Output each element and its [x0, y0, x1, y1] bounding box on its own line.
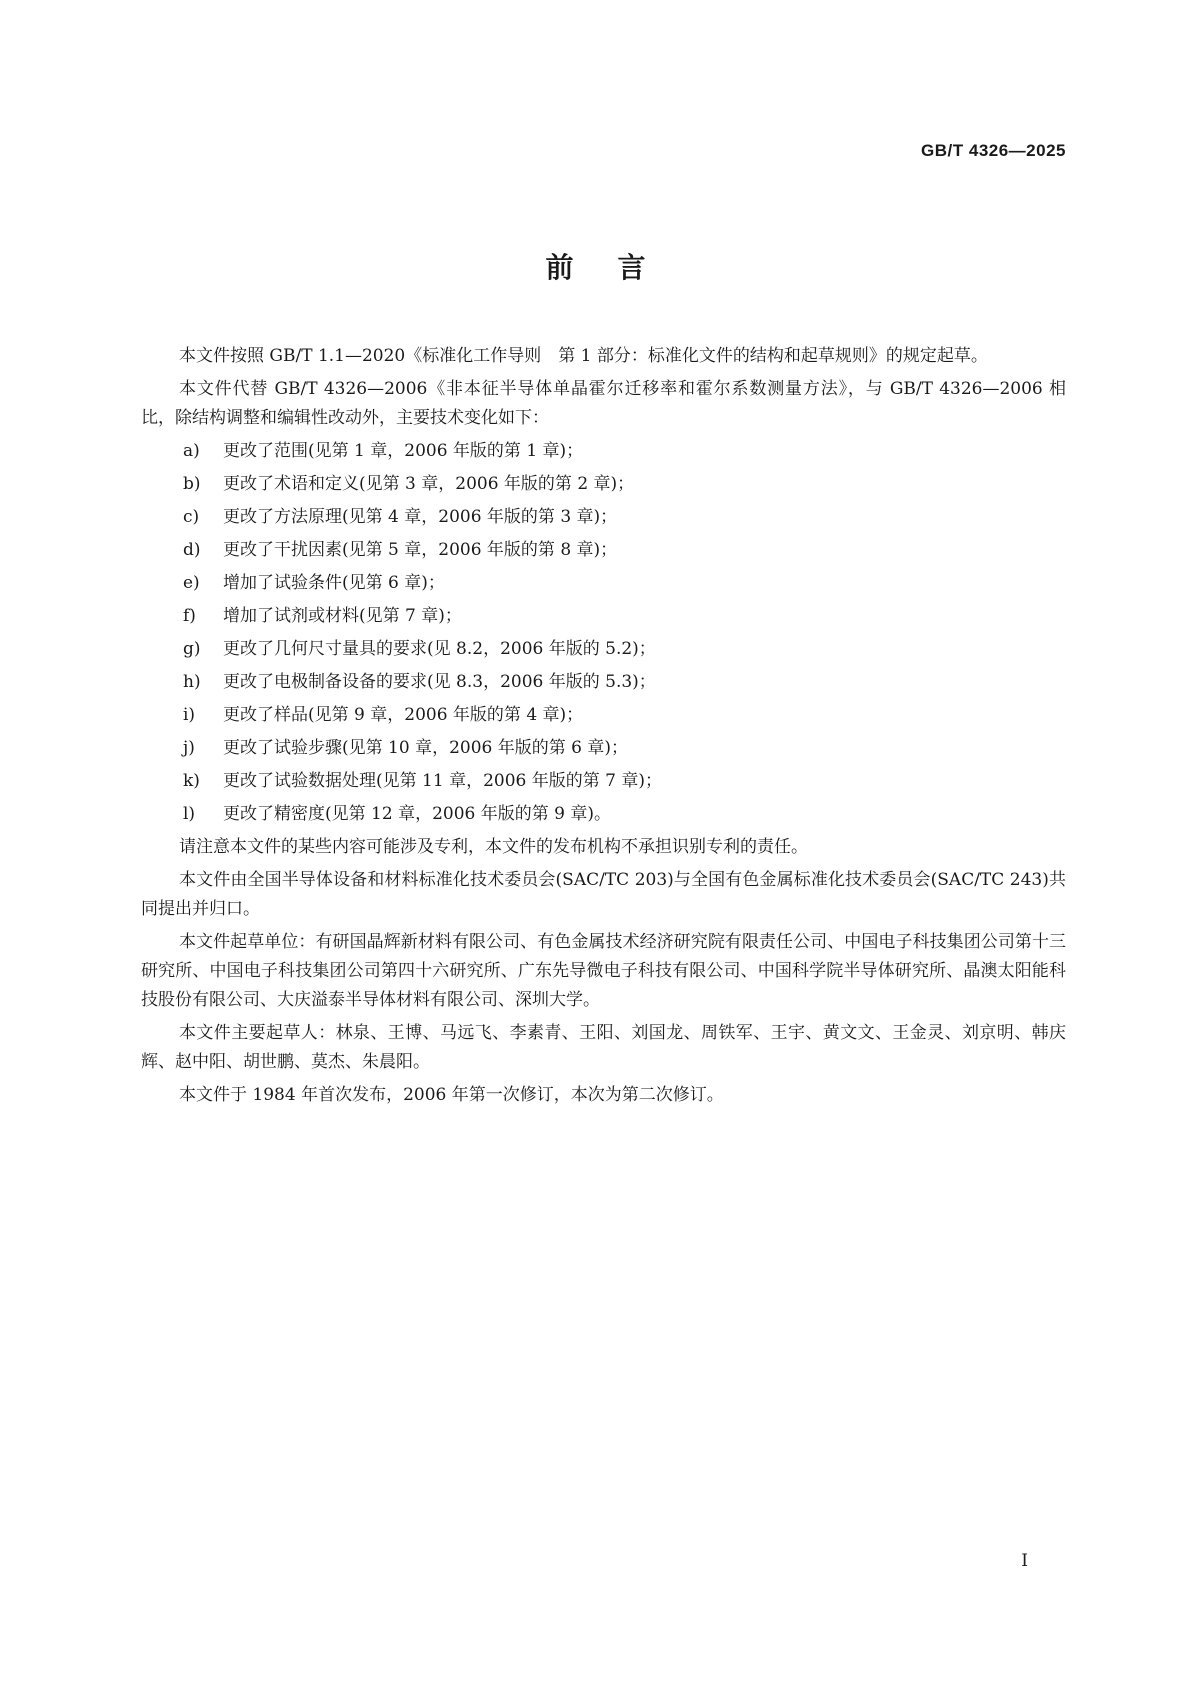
paragraph: 本文件主要起草人：林泉、王博、马远飞、李素青、王阳、刘国龙、周铁军、王宇、黄文文、王金灵、刘京明、韩庆辉、赵中阳、胡世鹏、莫杰、朱晨阳。 [141, 1023, 1066, 1072]
list-item-label: h) [183, 672, 201, 692]
list-item [141, 536, 1066, 565]
paragraph: 请注意本文件的某些内容可能涉及专利，本文件的发布机构不承担识别专利的责任。 [179, 837, 808, 857]
paragraph: 本文件按照 GB/T 1.1—2020《标准化工作导则 第 1 部分：标准化文件的结构和起草规则》的规定起草。 [179, 346, 988, 366]
foreword-body [141, 342, 1066, 1114]
list-item [141, 437, 1066, 466]
list-item-text: 更改了范围(见第 1 章，2006 年版的第 1 章)； [223, 441, 584, 461]
list-item [141, 602, 1066, 631]
list-item [141, 635, 1066, 664]
list-item-label: g) [183, 639, 201, 659]
list-item [141, 503, 1066, 532]
list-item-label: i) [183, 705, 196, 725]
page-number: I [1021, 1551, 1028, 1571]
list-item-text: 更改了样品(见第 9 章，2006 年版的第 4 章)； [223, 705, 584, 725]
list-item-label: k) [183, 771, 200, 791]
list-item-text: 更改了电极制备设备的要求(见 8.3，2006 年版的 5.3)； [223, 672, 656, 692]
list-item [141, 470, 1066, 499]
paragraph: 本文件代替 GB/T 4326—2006《非本征半导体单晶霍尔迁移率和霍尔系数测量方法》，与 GB/T 4326—2006 相比，除结构调整和编辑性改动外，主要技术变化如下： [141, 379, 1066, 428]
paragraph: 本文件由全国半导体设备和材料标准化技术委员会(SAC/TC 203)与全国有色金属标准化技术委员会(SAC/TC 243)共同提出并归口。 [141, 870, 1066, 919]
list-item [141, 668, 1066, 697]
list-item-text: 更改了术语和定义(见第 3 章，2006 年版的第 2 章)； [223, 474, 635, 494]
list-item-text: 更改了方法原理(见第 4 章，2006 年版的第 3 章)； [223, 507, 618, 527]
list-item-text: 更改了几何尺寸量具的要求(见 8.2，2006 年版的 5.2)； [223, 639, 656, 659]
list-item [141, 569, 1066, 598]
document-code: GB/T 4326—2025 [921, 141, 1066, 160]
list-item [141, 800, 1066, 829]
list-item-text: 增加了试剂或材料(见第 7 章)； [223, 606, 462, 626]
list-item [141, 734, 1066, 763]
changes-list [141, 437, 1066, 829]
list-item [141, 767, 1066, 796]
list-item-text: 更改了精密度(见第 12 章，2006 年版的第 9 章)。 [223, 804, 611, 824]
list-item-text: 更改了试验数据处理(见第 11 章，2006 年版的第 7 章)； [223, 771, 662, 791]
list-item-text: 更改了干扰因素(见第 5 章，2006 年版的第 8 章)； [223, 540, 618, 560]
list-item-text: 更改了试验步骤(见第 10 章，2006 年版的第 6 章)； [223, 738, 628, 758]
list-item-label: f) [183, 606, 196, 626]
list-item-text: 增加了试验条件(见第 6 章)； [223, 573, 445, 593]
paragraph: 本文件于 1984 年首次发布，2006 年第一次修订，本次为第二次修订。 [179, 1085, 724, 1105]
list-item [141, 701, 1066, 730]
list-item-label: c) [183, 507, 200, 527]
paragraph: 本文件起草单位：有研国晶辉新材料有限公司、有色金属技术经济研究院有限责任公司、中国电子科技集团公司第十三研究所、中国电子科技集团公司第四十六研究所、广东先导微电子科技有限公司、中国科学院半导体研究所、晶澳太阳能科技股份有限公司、大庆溢泰半导体材料有限公司、深圳大学。 [141, 932, 1066, 1010]
list-item-label: e) [183, 573, 200, 593]
list-item-label: j) [183, 738, 195, 758]
page-title: 前言 [545, 251, 690, 284]
list-item-label: b) [183, 474, 201, 494]
list-item-label: a) [183, 441, 200, 461]
list-item-label: l) [183, 804, 196, 824]
list-item-label: d) [183, 540, 201, 560]
